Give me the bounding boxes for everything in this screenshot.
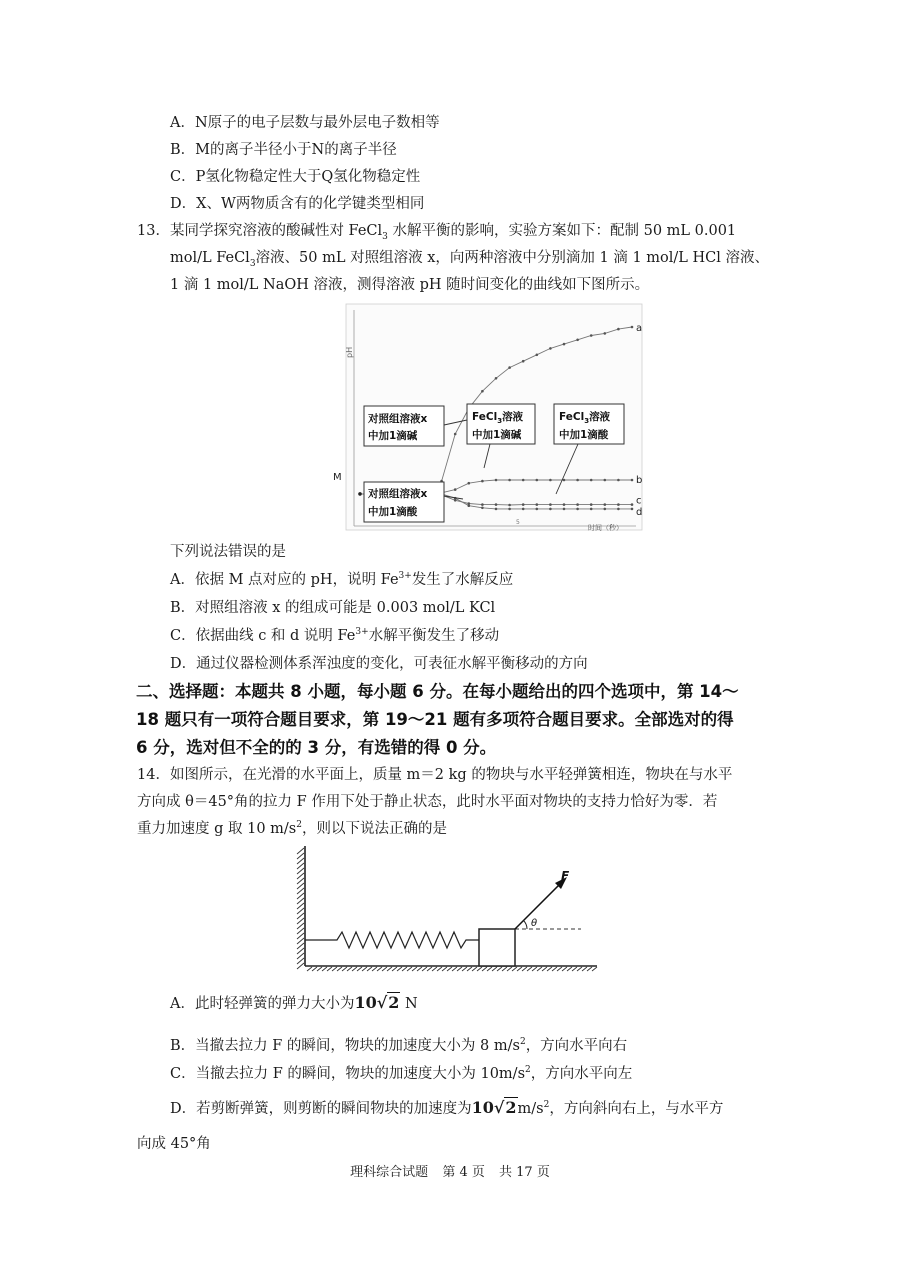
wall-hatch-line — [297, 863, 304, 869]
wall-hatch-line — [297, 938, 304, 944]
ground-hatch-line — [592, 967, 597, 971]
point-a-20 — [631, 326, 634, 329]
ground-hatch-line — [517, 967, 522, 971]
point-a-15 — [563, 343, 566, 346]
q14-option-a: A．此时轻弹簧的弹力大小为10√2 N — [170, 993, 418, 1012]
wall-hatch-line — [297, 963, 304, 969]
point-c-14 — [549, 503, 552, 506]
point-d-20 — [631, 508, 634, 511]
ground-hatch-line — [582, 967, 587, 971]
ground-hatch-line — [307, 967, 312, 971]
q13-option-d: D．通过仪器检测体系浑浊度的变化，可表征水解平衡移动的方向 — [170, 656, 588, 672]
point-d-19 — [617, 508, 620, 511]
point-d-11 — [508, 508, 511, 511]
ground-hatch-line — [392, 967, 397, 971]
point-c-19 — [617, 503, 620, 506]
spring-block-figure — [285, 842, 605, 972]
ground-hatch-line — [322, 967, 327, 971]
box3-line1: FeCl$_3$溶液 — [559, 411, 611, 425]
sqrt-expr-a: 10√2 — [354, 993, 400, 1012]
box4-line1: 对照组溶液x — [368, 488, 428, 500]
point-d-14 — [549, 508, 552, 511]
point-d-12 — [522, 508, 525, 511]
series-label-b: b — [636, 475, 643, 486]
q14-option-b: B．当撤去拉力 F 的瞬间，物块的加速度大小为 8 $m/s^2$，方向水平向右 — [170, 1037, 628, 1054]
wall-hatch-line — [297, 933, 304, 939]
ground-hatch-line — [362, 967, 367, 971]
wall-hatch-line — [297, 858, 304, 864]
ground-hatch-line — [402, 967, 407, 971]
point-d-8 — [468, 504, 471, 507]
wall-hatch-line — [297, 928, 304, 934]
point-b-8 — [468, 482, 471, 485]
q14-stem-line2: 方向成 θ＝45°角的拉力 F 作用下处于静止状态，此时水平面对物块的支持力恰好为零．若 — [137, 794, 718, 810]
wall-hatch-line — [297, 853, 304, 859]
point-b-10 — [495, 479, 498, 482]
box1-line2: 中加1滴碱 — [368, 430, 418, 442]
ground-hatch-line — [447, 967, 452, 971]
ground-hatch-line — [567, 967, 572, 971]
q14-option-d: D．若剪断弹簧，则剪断的瞬间物块的加速度为$10√2m/s^2$，方向斜向右上，与水平方 — [170, 1098, 724, 1117]
point-a-10 — [495, 377, 498, 380]
ground-hatch-line — [417, 967, 422, 971]
q12-option-a: A．N原子的电子层数与最外层电子数相等 — [170, 115, 440, 131]
ground-hatch-line — [342, 967, 347, 971]
q13-option-b: B．对照组溶液 x 的组成可能是 0.003 mol/L KCl — [170, 600, 496, 616]
ground-hatch-line — [557, 967, 562, 971]
point-c-13 — [536, 503, 539, 506]
wall-hatch-line — [297, 918, 304, 924]
ground-hatch-line — [507, 967, 512, 971]
point-c-18 — [604, 503, 607, 506]
ground-hatch-line — [552, 967, 557, 971]
point-c-12 — [522, 503, 525, 506]
ground-hatch-line — [367, 967, 372, 971]
wall-hatch-line — [297, 913, 304, 919]
ground-hatch-line — [452, 967, 457, 971]
ground-hatch-line — [437, 967, 442, 971]
ground-hatch-line — [312, 967, 317, 971]
spring — [305, 932, 479, 948]
wall-hatch-line — [297, 868, 304, 874]
wall-hatch-line — [297, 873, 304, 879]
q13-question: 下列说法错误的是 — [170, 544, 286, 560]
point-b-16 — [576, 479, 579, 482]
point-b-15 — [563, 479, 566, 482]
q13-stem-line1: 13．某同学探究溶液的酸碱性对 FeCl$_3$ 水解平衡的影响，实验方案如下：配制 50 mL 0.001 — [137, 223, 737, 242]
ground-hatch-line — [532, 967, 537, 971]
q13-stem-line2: mol/L FeCl$_3$溶液、50 mL 对照组溶液 x，向两种溶液中分别滴加 1 滴 1 mol/L HCl 溶液、 — [170, 250, 770, 269]
box3-line2: 中加1滴酸 — [559, 429, 609, 441]
footer-title: 理科综合试题 — [350, 1165, 429, 1180]
q12-option-d: D．X、W两物质含有的化学键类型相同 — [170, 196, 425, 212]
point-d-10 — [495, 508, 498, 511]
ground-hatch-line — [372, 967, 377, 971]
ground-hatch-line — [502, 967, 507, 971]
series-label-a: a — [636, 323, 643, 334]
ground-hatch-line — [352, 967, 357, 971]
wall-hatch-line — [297, 958, 304, 964]
point-a-7 — [454, 433, 457, 436]
point-b-7 — [454, 488, 457, 491]
ground-hatch-line — [357, 967, 362, 971]
theta-arc — [524, 921, 528, 930]
point-d-15 — [563, 508, 566, 511]
point-b-18 — [604, 479, 607, 482]
ground-hatch-line — [327, 967, 332, 971]
q14-option-c: C．当撤去拉力 F 的瞬间，物块的加速度大小为 $10m/s^2$，方向水平向左 — [170, 1065, 633, 1082]
force-arrow — [515, 881, 563, 929]
point-a-12 — [522, 360, 525, 363]
annotation-box-4 — [364, 482, 444, 522]
ground-hatch-line — [422, 967, 427, 971]
point-m-marker — [358, 492, 362, 496]
point-a-16 — [576, 339, 579, 342]
ground-hatch-line — [512, 967, 517, 971]
annotation-box-3 — [554, 404, 624, 444]
ground-hatch-line — [407, 967, 412, 971]
footer-page: 第 4 页 — [442, 1165, 485, 1180]
point-b-17 — [590, 479, 593, 482]
ground-hatch-line — [382, 967, 387, 971]
section2-line3: 6 分，选对但不全的的 3 分，有选错的得 0 分。 — [136, 738, 497, 757]
point-c-16 — [576, 503, 579, 506]
ground-hatch-line — [442, 967, 447, 971]
ground-hatch-line — [427, 967, 432, 971]
box4-line2: 中加1滴酸 — [368, 506, 418, 518]
footer-total: 共 17 页 — [499, 1165, 550, 1180]
point-a-19 — [617, 328, 620, 331]
ground-hatch-line — [482, 967, 487, 971]
wall-hatch-line — [297, 948, 304, 954]
ground-hatch-line — [462, 967, 467, 971]
point-c-20 — [631, 503, 634, 506]
point-d-17 — [590, 508, 593, 511]
ph-time-chart — [330, 300, 650, 534]
point-d-18 — [604, 508, 607, 511]
wall-hatch-line — [297, 883, 304, 889]
sqrt-expr-d: 10√2 — [471, 1098, 517, 1117]
box2-line2: 中加1滴碱 — [472, 429, 522, 441]
annotation-box-1 — [364, 406, 444, 446]
point-d-9 — [481, 507, 484, 510]
point-c-10 — [495, 503, 498, 506]
ground — [305, 966, 597, 971]
ground-hatch-line — [542, 967, 547, 971]
q12-option-c: C．P氢化物稳定性大于Q氢化物稳定性 — [170, 169, 421, 185]
point-b-11 — [508, 479, 511, 482]
point-b-9 — [481, 480, 484, 483]
ground-hatch-line — [522, 967, 527, 971]
ground-hatch-line — [432, 967, 437, 971]
ground-hatch-line — [347, 967, 352, 971]
ground-hatch-line — [547, 967, 552, 971]
ground-hatch-line — [477, 967, 482, 971]
ground-hatch-line — [572, 967, 577, 971]
point-c-11 — [508, 504, 511, 507]
point-d-16 — [576, 508, 579, 511]
ground-hatch-line — [537, 967, 542, 971]
q13-option-a: A．依据 M 点对应的 pH，说明 $Fe^{3+}$发生了水解反应 — [170, 571, 514, 588]
y-axis-label: pH — [345, 346, 354, 358]
ground-hatch-line — [587, 967, 592, 971]
wall-hatch-line — [297, 848, 304, 854]
page-footer — [0, 1164, 900, 1182]
annotation-box-2 — [467, 404, 535, 444]
box2-line1: FeCl$_3$溶液 — [472, 411, 524, 425]
wall-hatch-line — [297, 903, 304, 909]
point-c-9 — [481, 503, 484, 506]
point-a-9 — [481, 390, 484, 393]
block — [479, 929, 515, 966]
wall-hatch-line — [297, 878, 304, 884]
wall-hatch-line — [297, 888, 304, 894]
ground-hatch-line — [317, 967, 322, 971]
ground-hatch-line — [492, 967, 497, 971]
ground-hatch-line — [332, 967, 337, 971]
ground-hatch-line — [457, 967, 462, 971]
x-tick-5: 5 — [516, 519, 520, 526]
x-axis-label: 时间（秒） — [588, 524, 623, 532]
section2-line2: 18 题只有一项符合题目要求，第 19～21 题有多项符合题目要求。全部选对的得 — [136, 710, 734, 729]
point-a-17 — [590, 334, 593, 337]
section2-line1: 二、选择题：本题共 8 小题，每小题 6 分。在每小题给出的四个选项中，第 14～ — [136, 682, 739, 701]
wall-hatch-line — [297, 908, 304, 914]
ground-hatch-line — [472, 967, 477, 971]
series-label-d: d — [636, 506, 643, 518]
ground-hatch-line — [412, 967, 417, 971]
q14-option-d-cont: 向成 45°角 — [137, 1136, 211, 1152]
ground-hatch-line — [397, 967, 402, 971]
point-a-18 — [604, 332, 607, 335]
point-d-13 — [536, 508, 539, 511]
point-b-20 — [631, 479, 634, 482]
q13-option-c: C．依据曲线 c 和 d 说明 $Fe^{3+}$水解平衡发生了移动 — [170, 627, 500, 644]
wall-hatch-line — [297, 898, 304, 904]
point-a-13 — [536, 354, 539, 357]
ground-hatch-line — [497, 967, 502, 971]
series-label-c: c — [636, 495, 642, 507]
point-m-label: M — [333, 472, 342, 483]
q14-stem-line3: 重力加速度 g 取 10 $m/s^2$，则以下说法正确的是 — [137, 820, 447, 837]
box1-line1: 对照组溶液x — [368, 413, 428, 425]
ground-hatch-line — [387, 967, 392, 971]
ground-hatch-line — [467, 967, 472, 971]
q14-stem-line1: 14．如图所示，在光滑的水平面上，质量 m＝2 kg 的物块与水平轻弹簧相连，物块在与水平 — [137, 767, 733, 783]
point-a-14 — [549, 347, 552, 350]
ground-hatch-line — [562, 967, 567, 971]
point-b-19 — [617, 479, 620, 482]
q12-option-b: B．M的离子半径小于N的离子半径 — [170, 142, 397, 158]
wall-hatch-line — [297, 953, 304, 959]
point-b-13 — [536, 479, 539, 482]
point-c-15 — [563, 503, 566, 506]
ground-hatch-line — [337, 967, 342, 971]
ground-hatch-line — [487, 967, 492, 971]
point-a-11 — [508, 366, 511, 369]
ground-hatch-line — [377, 967, 382, 971]
wall — [297, 846, 305, 969]
wall-hatch-line — [297, 943, 304, 949]
wall-hatch-line — [297, 923, 304, 929]
theta-label: θ — [531, 918, 538, 929]
point-b-12 — [522, 479, 525, 482]
ground-hatch-line — [527, 967, 532, 971]
ground-hatch-line — [577, 967, 582, 971]
force-label: F — [561, 869, 570, 883]
point-b-14 — [549, 479, 552, 482]
point-c-17 — [590, 503, 593, 506]
q13-stem-line3: 1 滴 1 mol/L NaOH 溶液，测得溶液 pH 随时间变化的曲线如下图所示。 — [170, 277, 650, 293]
wall-hatch-line — [297, 893, 304, 899]
